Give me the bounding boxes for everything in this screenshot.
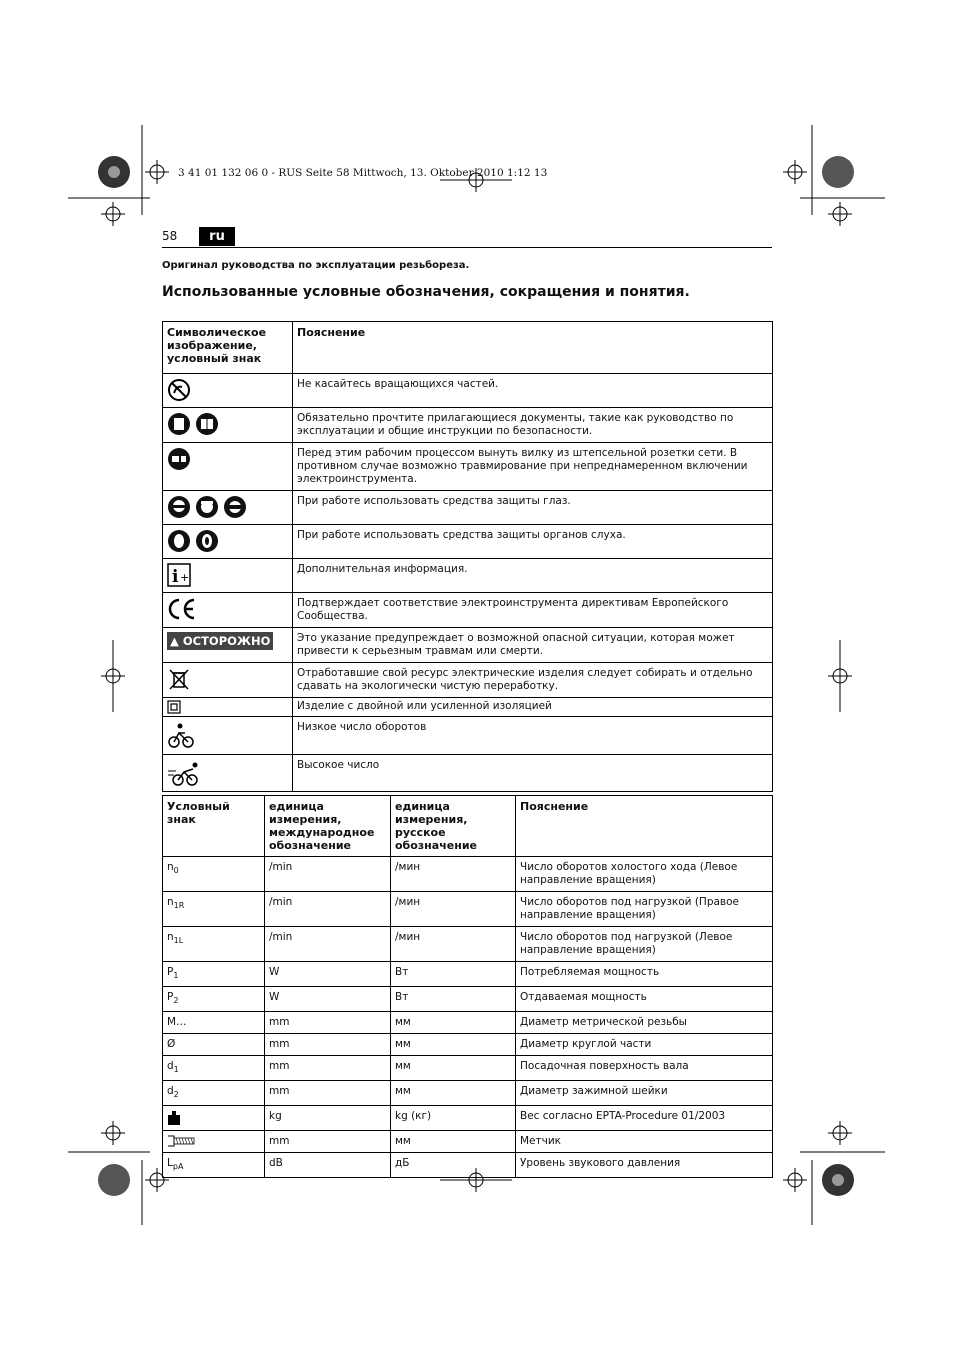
unit-ru: kg (кг) bbox=[391, 1106, 516, 1131]
unit-ru: мм bbox=[391, 1012, 516, 1034]
table-header-row bbox=[163, 322, 773, 374]
unit-intl: mm bbox=[265, 1012, 391, 1034]
unit-ru: мм bbox=[391, 1056, 516, 1081]
warning-label bbox=[167, 632, 273, 650]
info-icon bbox=[167, 563, 191, 587]
units-table bbox=[162, 795, 773, 1178]
row-text: Подтверждает соответствие электроинструмента директивам Европейского Сообщества. bbox=[293, 593, 773, 628]
unit-symbol: d bbox=[167, 1085, 174, 1098]
read-manual-icon bbox=[167, 412, 191, 436]
low-speed-icon bbox=[167, 721, 195, 749]
face-shield-icon bbox=[195, 495, 219, 519]
table-row bbox=[163, 525, 773, 559]
ce-mark-icon bbox=[167, 597, 197, 621]
table-row bbox=[163, 1153, 773, 1178]
unit-intl: mm bbox=[265, 1081, 391, 1106]
header-explanation: Пояснение bbox=[516, 796, 773, 857]
unit-intl: /min bbox=[265, 892, 391, 927]
unit-ru: мм bbox=[391, 1034, 516, 1056]
row-text: Низкое число оборотов bbox=[293, 717, 773, 755]
weee-bin-icon bbox=[167, 667, 191, 691]
table-row bbox=[163, 857, 773, 892]
table-row bbox=[163, 892, 773, 927]
manual-book-icon bbox=[195, 412, 219, 436]
table-row bbox=[163, 755, 773, 792]
row-text: Обязательно прочтите прилагающиеся документы, такие как руководство по эксплуатации и общие инструкции по безопасности. bbox=[293, 408, 773, 443]
weight-icon bbox=[167, 1110, 181, 1126]
unit-desc: Диаметр метрической резьбы bbox=[516, 1012, 773, 1034]
page-number: 58 bbox=[162, 229, 178, 243]
header-unit-international: единица измерения, международное обозначение bbox=[265, 796, 391, 857]
unit-symbol: P bbox=[167, 991, 174, 1004]
unit-desc: Диаметр круглой части bbox=[516, 1034, 773, 1056]
unit-desc: Число оборотов под нагрузкой (Левое направление вращения) bbox=[516, 927, 773, 962]
tap-icon bbox=[167, 1135, 197, 1147]
unit-symbol-sub: 1L bbox=[173, 936, 184, 946]
row-text: Не касайтесь вращающихся частей. bbox=[293, 374, 773, 408]
table-row bbox=[163, 374, 773, 408]
no-touch-rotating-icon bbox=[167, 378, 191, 402]
row-text: Дополнительная информация. bbox=[293, 559, 773, 593]
unit-desc: Диаметр зажимной шейки bbox=[516, 1081, 773, 1106]
row-text: Высокое число bbox=[293, 755, 773, 792]
svg-text:+: + bbox=[180, 571, 190, 584]
unit-ru: дБ bbox=[391, 1153, 516, 1178]
header-symbol: Символическое изображение, условный знак bbox=[163, 322, 293, 374]
warning-triangle-icon: ▲ bbox=[170, 634, 179, 648]
unit-symbol-sub: 2 bbox=[173, 996, 179, 1006]
header-explanation: Пояснение bbox=[293, 322, 773, 374]
unit-symbol: P bbox=[167, 966, 174, 978]
unit-symbol: n bbox=[167, 861, 174, 873]
unit-symbol: Ø bbox=[167, 1038, 176, 1051]
table-row bbox=[163, 1012, 773, 1034]
unplug-icon bbox=[167, 447, 191, 471]
unit-symbol-sub: 1 bbox=[173, 971, 179, 981]
table-row bbox=[163, 1034, 773, 1056]
table-header-row bbox=[163, 796, 773, 857]
unit-ru: мм bbox=[391, 1081, 516, 1106]
unit-symbol: n bbox=[167, 896, 174, 908]
unit-ru: /мин bbox=[391, 927, 516, 962]
table-row bbox=[163, 1106, 773, 1131]
table-row bbox=[163, 443, 773, 491]
ear-muffs-icon bbox=[195, 529, 219, 553]
ear-protection-icon bbox=[167, 529, 191, 553]
unit-desc: Посадочная поверхность вала bbox=[516, 1056, 773, 1081]
table-row bbox=[163, 408, 773, 443]
table-row bbox=[163, 628, 773, 663]
unit-symbol-sub: 1R bbox=[173, 901, 185, 911]
table-row bbox=[163, 1081, 773, 1106]
unit-desc: Метчик bbox=[516, 1131, 773, 1153]
unit-desc: Отдаваемая мощность bbox=[516, 987, 773, 1012]
row-text: Перед этим рабочим процессом вынуть вилку из штепсельной розетки сети. В противном случае возможно травмирование при непреднамеренном включении электроинструмента. bbox=[293, 443, 773, 491]
unit-intl: kg bbox=[265, 1106, 391, 1131]
unit-intl: dB bbox=[265, 1153, 391, 1178]
unit-intl: mm bbox=[265, 1034, 391, 1056]
table-row bbox=[163, 962, 773, 987]
unit-desc: Уровень звукового давления bbox=[516, 1153, 773, 1178]
unit-ru: /мин bbox=[391, 857, 516, 892]
unit-symbol-sub: pA bbox=[172, 1162, 184, 1172]
unit-intl: W bbox=[265, 962, 391, 987]
svg-text:i: i bbox=[172, 567, 179, 587]
row-text: Отработавшие свой ресурс электрические изделия следует собирать и отдельно сдавать на экологически чистую переработку. bbox=[293, 663, 773, 698]
high-speed-icon bbox=[167, 759, 201, 787]
table-row bbox=[163, 491, 773, 525]
table-row bbox=[163, 927, 773, 962]
header-rule bbox=[162, 247, 772, 248]
unit-symbol: M… bbox=[167, 1016, 187, 1029]
section-title: Использованные условные обозначения, сокращения и понятия. bbox=[162, 284, 690, 300]
unit-desc: Вес согласно EPTA-Procedure 01/2003 bbox=[516, 1106, 773, 1131]
unit-intl: /min bbox=[265, 857, 391, 892]
double-insulation-icon bbox=[167, 700, 181, 714]
language-badge: ru bbox=[199, 227, 235, 246]
row-text: Это указание предупреждает о возможной опасной ситуации, которая может привести к серьезным травмам или смерти. bbox=[293, 628, 773, 663]
header-unit-russian: единица измерения, русское обозначение bbox=[391, 796, 516, 857]
unit-ru: Вт bbox=[391, 987, 516, 1012]
table-row bbox=[163, 559, 773, 593]
unit-intl: mm bbox=[265, 1131, 391, 1153]
row-text: При работе использовать средства защиты глаз. bbox=[293, 491, 773, 525]
unit-desc: Потребляемая мощность bbox=[516, 962, 773, 987]
header-symbol: Условный знак bbox=[163, 796, 265, 857]
table-row bbox=[163, 1056, 773, 1081]
unit-ru: мм bbox=[391, 1131, 516, 1153]
unit-symbol: n bbox=[167, 931, 174, 943]
unit-symbol-sub: 0 bbox=[173, 866, 179, 876]
table-row bbox=[163, 698, 773, 717]
document-subtitle: Оригинал руководства по эксплуатации резьбореза. bbox=[162, 260, 470, 271]
goggles-icon bbox=[223, 495, 247, 519]
unit-symbol-sub: 2 bbox=[173, 1090, 179, 1100]
row-text: При работе использовать средства защиты органов слуха. bbox=[293, 525, 773, 559]
unit-ru: Вт bbox=[391, 962, 516, 987]
table-row bbox=[163, 987, 773, 1012]
unit-symbol: L bbox=[167, 1157, 173, 1170]
unit-ru: /мин bbox=[391, 892, 516, 927]
unit-symbol: d bbox=[167, 1060, 174, 1073]
warning-label-text: ОСТОРОЖНО bbox=[182, 634, 271, 648]
unit-intl: W bbox=[265, 987, 391, 1012]
symbols-table bbox=[162, 321, 773, 792]
table-row bbox=[163, 663, 773, 698]
table-row bbox=[163, 717, 773, 755]
unit-desc: Число оборотов холостого хода (Левое направление вращения) bbox=[516, 857, 773, 892]
table-row bbox=[163, 1131, 773, 1153]
table-row bbox=[163, 593, 773, 628]
row-text: Изделие с двойной или усиленной изоляцией bbox=[293, 698, 773, 717]
unit-symbol-sub: 1 bbox=[173, 1065, 179, 1075]
unit-desc: Число оборотов под нагрузкой (Правое направление вращения) bbox=[516, 892, 773, 927]
unit-intl: mm bbox=[265, 1056, 391, 1081]
eye-protection-icon bbox=[167, 495, 191, 519]
unit-intl: /min bbox=[265, 927, 391, 962]
print-info-line: 3 41 01 132 06 0 - RUS Seite 58 Mittwoch, 13. Oktober 2010 1:12 13 bbox=[178, 167, 548, 179]
